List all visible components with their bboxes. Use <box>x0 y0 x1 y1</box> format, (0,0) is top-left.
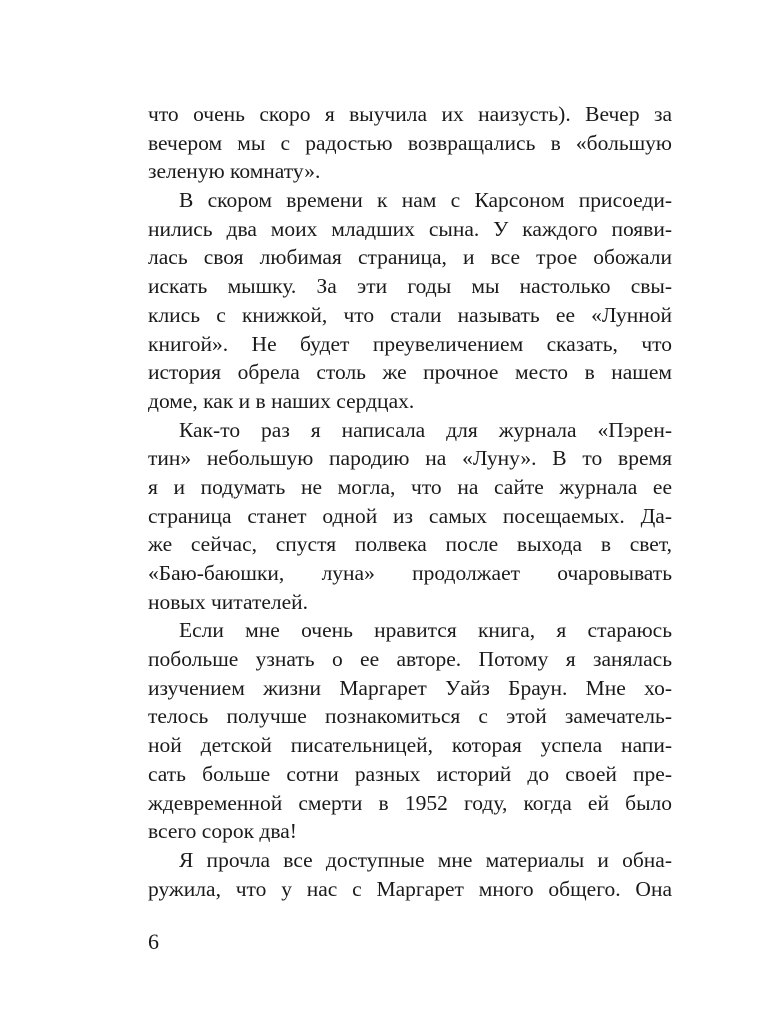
text-line: «Баю-баюшки, луна» продолжает очаровывать <box>148 561 672 585</box>
text-line: сать больше сотни разных историй до своей пре- <box>148 761 672 786</box>
paragraph-first-line: В скором времени к нам с Карсоном присоеди- <box>179 188 672 213</box>
text-line: нились два моих младших сына. У каждого появи- <box>148 216 672 241</box>
text-line: ной детской писательницей, которая успела напи- <box>148 733 672 758</box>
text-line: доме, как и в наших сердцах. <box>148 388 415 413</box>
text-line: искать мышку. За эти годы мы настолько свы- <box>148 274 672 299</box>
text-line: вечером мы с радостью возвращались в «большую <box>148 130 672 155</box>
text-line: зеленую комнату». <box>148 159 321 184</box>
text-line: изучением жизни Маргарет Уайз Браун. Мне хо- <box>148 675 672 700</box>
paragraph-first-line: Я прочла все доступные мне материалы и обна- <box>179 847 672 872</box>
text-line: телось получше познакомиться с этой замечатель- <box>148 704 672 729</box>
paragraph-first-line: Как-то раз я написала для журнала «Пэрен- <box>179 417 672 442</box>
text-line: книгой». Не будет преувеличением сказать, что <box>148 331 672 356</box>
text-line: лась своя любимая страница, и все трое обожали <box>148 245 672 270</box>
text-line: я и подумать не могла, что на сайте журнала ее <box>148 474 672 499</box>
text-line: новых читателей. <box>148 589 309 614</box>
text-line: клись с книжкой, что стали называть ее «Лунной <box>148 302 672 327</box>
text-line: побольше узнать о ее авторе. Потому я занялась <box>148 647 672 672</box>
text-line: ружила, что у нас с Маргарет много общего. Она <box>148 876 672 901</box>
page-number: 6 <box>148 929 159 954</box>
text-line: что очень скоро я выучила их наизусть). Вечер за <box>148 102 672 126</box>
text-line: всего сорок два! <box>148 819 297 844</box>
text-line: тин» небольшую пародию на «Луну». В то время <box>148 446 672 471</box>
text-line: страница станет одной из самых посещаемых. Да- <box>148 503 672 528</box>
text-line: история обрела столь же прочное место в нашем <box>148 360 672 385</box>
paragraph-first-line: Если мне очень нравится книга, я стараюсь <box>179 618 672 643</box>
text-line: ждевременной смерти в 1952 году, когда ей было <box>148 790 672 815</box>
body-text <box>148 100 672 903</box>
text-line: же сейчас, спустя полвека после выхода в свет, <box>148 532 672 557</box>
